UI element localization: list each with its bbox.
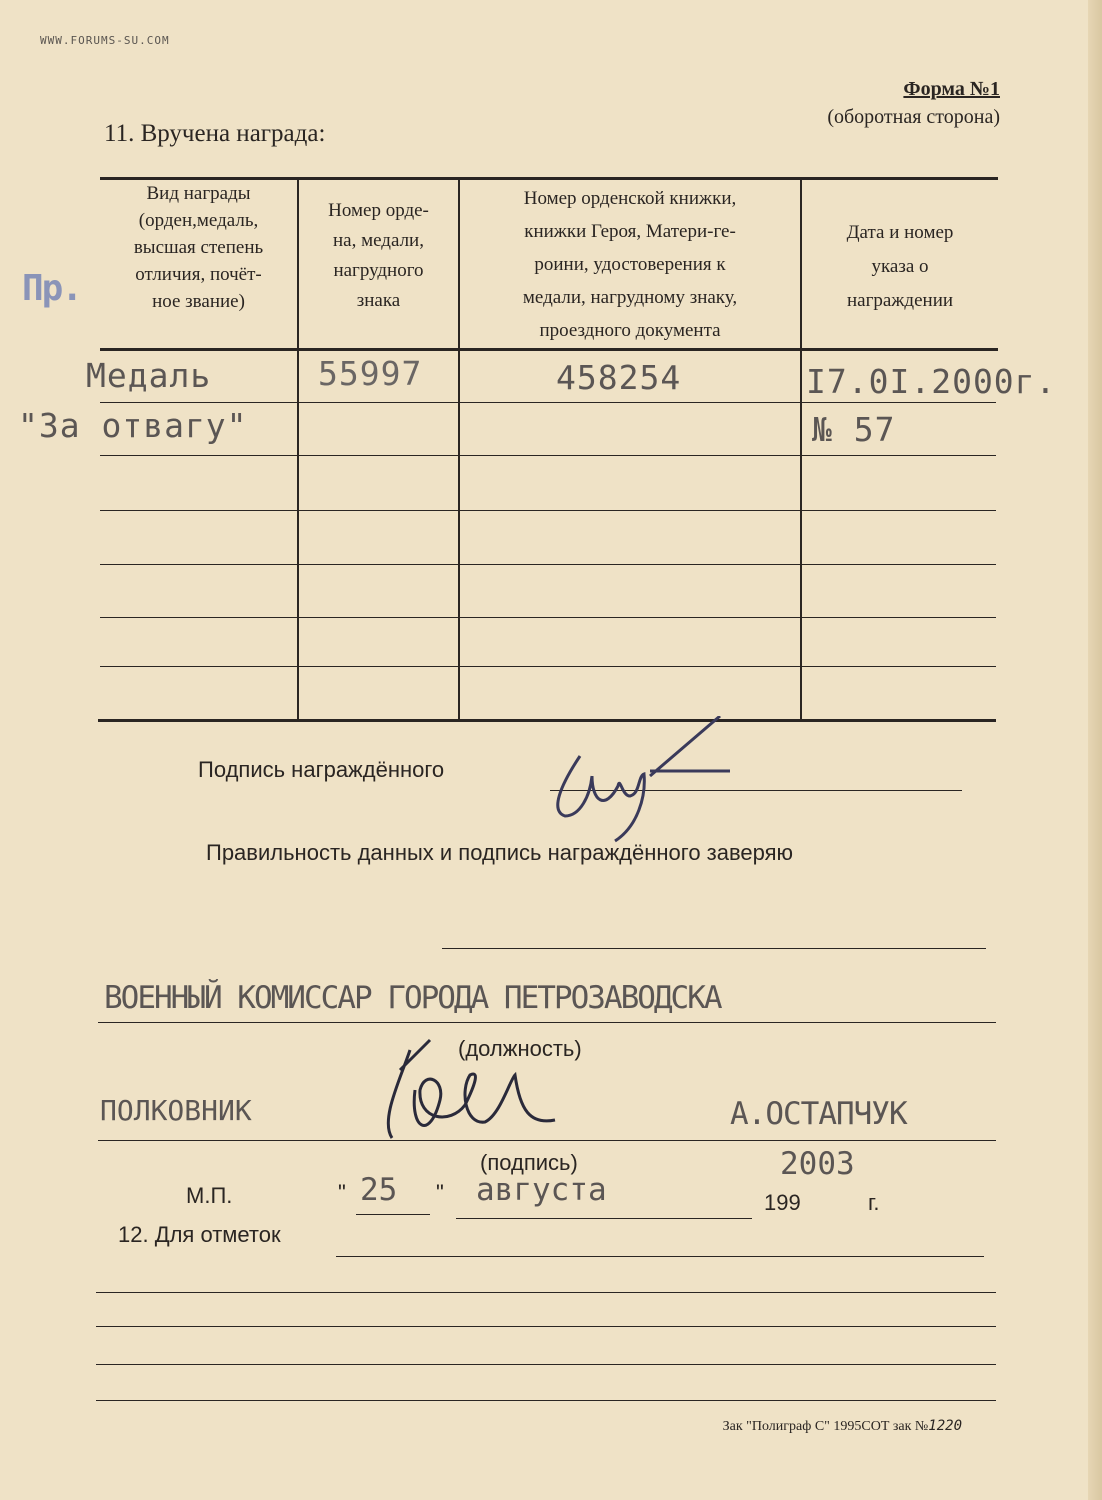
table-row-line (100, 510, 996, 511)
cell-award-name: "За отвагу" (18, 406, 248, 445)
form-number: Форма №1 (903, 78, 1000, 100)
table-row-line (100, 455, 996, 456)
blank-line (442, 948, 986, 949)
order-number: 1220 (928, 1418, 962, 1434)
cell-award-number: 55997 (318, 354, 423, 393)
notes-line[interactable] (96, 1326, 996, 1327)
paper-edge (1088, 0, 1102, 1500)
notes-line[interactable] (96, 1400, 996, 1401)
stamp-mark: Пр. (22, 268, 82, 309)
awardee-signature-label: Подпись награждённого (198, 757, 445, 782)
table-row-line (100, 402, 996, 403)
date-year-typed: 2003 (780, 1146, 855, 1182)
official-position: ВОЕННЫЙ КОМИССАР ГОРОДА ПЕТРОЗАВОДСКА (104, 980, 721, 1016)
header-award-type: Вид награды (орден,медаль, высшая степень отличия, почёт- ное звание) (133, 183, 264, 312)
day-line (356, 1214, 430, 1215)
section-11-title: 11. Вручена награда: (104, 120, 326, 147)
notes-line[interactable] (336, 1256, 984, 1257)
quote-close: " (436, 1180, 444, 1205)
section-12-title: 12. Для отметок (118, 1222, 281, 1247)
cell-decree-date: I7.0I.2000г. (806, 362, 1057, 401)
date-day: 25 (360, 1172, 398, 1208)
quote-open: " (338, 1180, 346, 1205)
date-year-suffix: г. (868, 1190, 880, 1215)
seal-place-label: М.П. (186, 1183, 233, 1208)
form-side-label: (оборотная сторона) (827, 106, 1000, 128)
table-row-line (100, 617, 996, 618)
header-decree: Дата и номер указа о награждении (846, 222, 954, 311)
watermark: WWW.FORUMS-SU.COM (40, 34, 170, 47)
header-award-number: Номер орде- на, медали, нагрудного знака (328, 200, 429, 311)
printer-footer: Зак "Полиграф С" 1995СОТ зак №1220 (722, 1418, 962, 1434)
month-line (456, 1218, 752, 1219)
official-name: А.ОСТАПЧУК (730, 1096, 907, 1132)
table-row-line (100, 564, 996, 565)
official-rank: ПОЛКОВНИК (100, 1094, 252, 1127)
notes-line[interactable] (96, 1292, 996, 1293)
signature-caption: (подпись) (480, 1150, 578, 1175)
cell-award-type: Медаль (86, 356, 212, 395)
date-year-printed: 199 (764, 1190, 801, 1215)
official-signature-icon (370, 1030, 590, 1150)
table-header-border (100, 348, 998, 351)
certify-label: Правильность данных и подпись награждённого заверяю (206, 840, 794, 865)
position-line (98, 1022, 996, 1023)
notes-line[interactable] (96, 1364, 996, 1365)
date-month: августа (476, 1172, 607, 1208)
cell-decree-number: № 57 (812, 410, 896, 449)
cell-book-number: 458254 (556, 358, 682, 397)
header-book-number: Номер орденской книжки, книжки Героя, Матери-ге- роини, удостоверения к медали, нагрудному знаку, проездного документа (522, 188, 738, 341)
position-caption: (должность) (458, 1036, 582, 1061)
awardee-signature-icon (520, 716, 760, 856)
table-row-line (100, 666, 996, 667)
